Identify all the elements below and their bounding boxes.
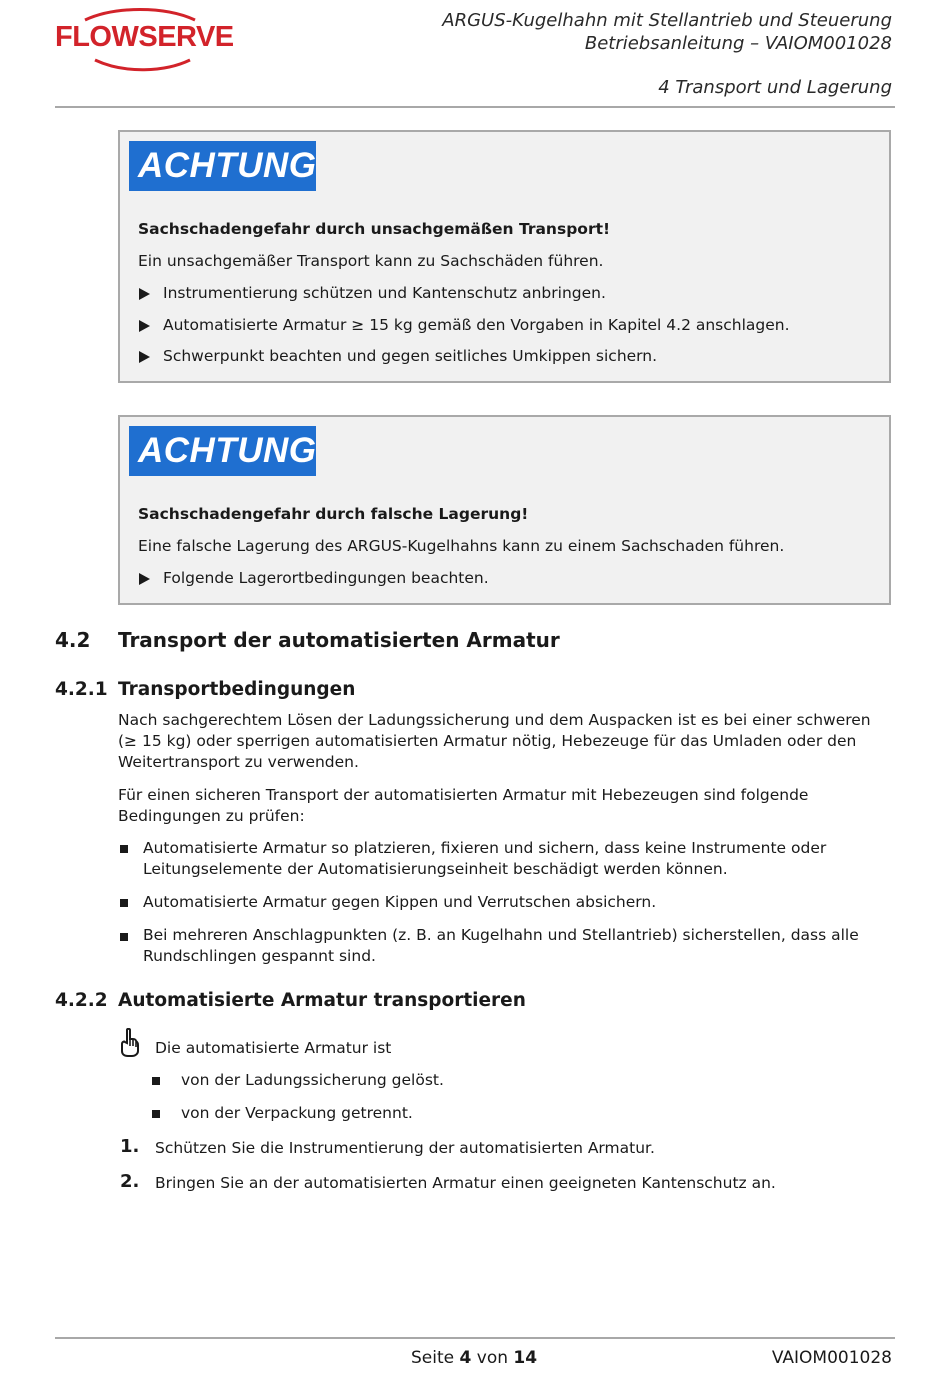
notice-title: Sachschadengefahr durch unsachgemäßen Transport! <box>138 220 611 238</box>
footer-doc-id: VAIOM001028 <box>771 1348 892 1368</box>
list-item: Bei mehreren Anschlagpunkten (z. B. an Kugelhahn und Stellantrieb) sicherstellen, dass alle Rundschlingen gespannt sind. <box>143 926 859 965</box>
page-total: 14 <box>513 1348 538 1368</box>
bullet-square-icon <box>120 933 128 941</box>
bullet-arrow-icon <box>139 351 150 363</box>
subsection-number: 4.2.2 <box>55 990 108 1011</box>
achtung-badge: ACHTUNG <box>129 426 316 476</box>
notice-bullet: Automatisierte Armatur ≥ 15 kg gemäß den Vorgaben in Kapitel 4.2 anschlagen. <box>163 316 790 334</box>
paragraph: Für einen sicheren Transport der automatisierten Armatur mit Hebezeugen sind folgende Bedingungen zu prüfen: <box>118 786 809 825</box>
step-text: Bringen Sie an der automatisierten Armatur einen geeigneten Kantenschutz an. <box>155 1174 776 1192</box>
step-number: 1. <box>120 1136 140 1157</box>
list-item: Automatisierte Armatur gegen Kippen und Verrutschen absichern. <box>143 893 657 911</box>
document-subtitle: Betriebsanleitung – VAIOM001028 <box>584 33 892 54</box>
notice-text: Ein unsachgemäßer Transport kann zu Sachschäden führen. <box>138 252 604 270</box>
notice-bullet: Folgende Lagerortbedingungen beachten. <box>163 569 489 587</box>
notice-box-transport <box>118 130 891 383</box>
subsection-number: 4.2.1 <box>55 679 108 700</box>
bullet-square-icon <box>152 1077 160 1085</box>
chapter-title: 4 Transport und Lagerung <box>658 77 892 98</box>
notice-box-storage <box>118 415 891 605</box>
notice-title: Sachschadengefahr durch falsche Lagerung! <box>138 505 529 523</box>
flowserve-logo <box>55 8 234 72</box>
header-divider <box>55 106 895 108</box>
bullet-square-icon <box>120 845 128 853</box>
notice-text: Eine falsche Lagerung des ARGUS-Kugelhahns kann zu einem Sachschaden führen. <box>138 537 785 555</box>
subsection-title: Automatisierte Armatur transportieren <box>118 990 526 1011</box>
bullet-arrow-icon <box>139 320 150 332</box>
pointing-hand-icon <box>118 1028 140 1058</box>
precondition-item: von der Ladungssicherung gelöst. <box>181 1071 444 1089</box>
page-current: 4 <box>459 1348 472 1368</box>
list-item: Automatisierte Armatur so platzieren, fixieren und sichern, dass keine Instrumente oder Leitungselemente der Automatisierungseinheit beschädigt werden können. <box>143 839 827 878</box>
section-title: Transport der automatisierten Armatur <box>118 628 560 652</box>
precondition-item: von der Verpackung getrennt. <box>181 1104 413 1122</box>
paragraph: Nach sachgerechtem Lösen der Ladungssicherung und dem Auspacken ist es bei einer schweren (≥ 15 kg) oder sperrigen automatisierten Armatur nötig, Hebezeuge für das Umladen oder den Weitertransport zu verwenden. <box>118 711 871 771</box>
step-text: Schützen Sie die Instrumentierung der automatisierten Armatur. <box>155 1139 655 1157</box>
logo-text: FLOWSERVE <box>55 21 234 53</box>
document-title: ARGUS-Kugelhahn mit Stellantrieb und Steuerung <box>442 10 892 31</box>
precondition-text: Die automatisierte Armatur ist <box>155 1039 392 1057</box>
subsection-title: Transportbedingungen <box>118 679 356 700</box>
section-number: 4.2 <box>55 628 91 652</box>
bullet-arrow-icon <box>139 573 150 585</box>
notice-bullet: Schwerpunkt beachten und gegen seitliches Umkippen sichern. <box>163 347 658 365</box>
bullet-arrow-icon <box>139 288 150 300</box>
step-number: 2. <box>120 1171 140 1192</box>
footer-divider <box>55 1337 895 1339</box>
achtung-badge: ACHTUNG <box>129 141 316 191</box>
bullet-square-icon <box>120 899 128 907</box>
bullet-square-icon <box>152 1110 160 1118</box>
page-indicator: Seite 4 von 14 <box>411 1348 538 1368</box>
notice-bullet: Instrumentierung schützen und Kantenschutz anbringen. <box>163 284 606 302</box>
